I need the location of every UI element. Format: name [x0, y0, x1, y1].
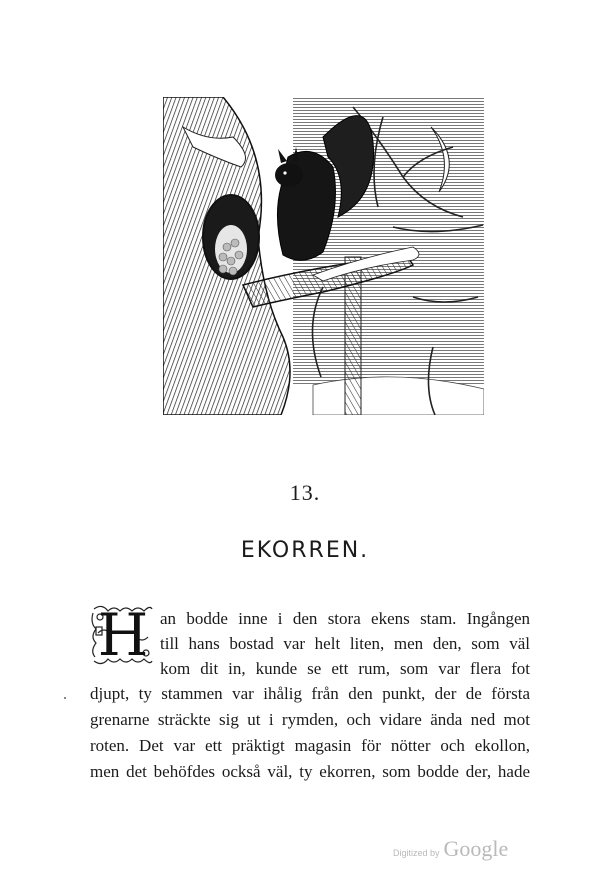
- digitization-watermark: [393, 836, 508, 862]
- text-line: djupt, ty stammen var ihålig från den punkt, der de första: [90, 684, 530, 703]
- margin-speck: [64, 697, 66, 699]
- chapter-number: 13.: [289, 480, 321, 505]
- chapter-title: EKORREN.: [240, 538, 370, 563]
- text-line: grenarne sträckte sig ut i rymden, och vidare ända ned mot: [90, 710, 530, 729]
- text-line: roten. Det var ett präktigt magasin för nötter och ekollon,: [90, 736, 530, 755]
- watermark-brand: Google: [443, 836, 509, 861]
- text-line: till hans bostad var helt liten, men den, som väl: [160, 634, 530, 653]
- squirrel-engraving: [163, 97, 484, 415]
- ornamental-initial: [90, 603, 156, 667]
- drop-cap-letter: H: [97, 601, 149, 669]
- text-line: kom dit in, kunde se ett rum, som var flera fot: [160, 659, 530, 678]
- watermark-prefix: Digitized by: [393, 848, 440, 858]
- text-line: an bodde inne i den stora ekens stam. Ingången: [160, 609, 530, 628]
- text-line: men det behöfdes också väl, ty ekorren, som bodde der, hade: [90, 762, 530, 781]
